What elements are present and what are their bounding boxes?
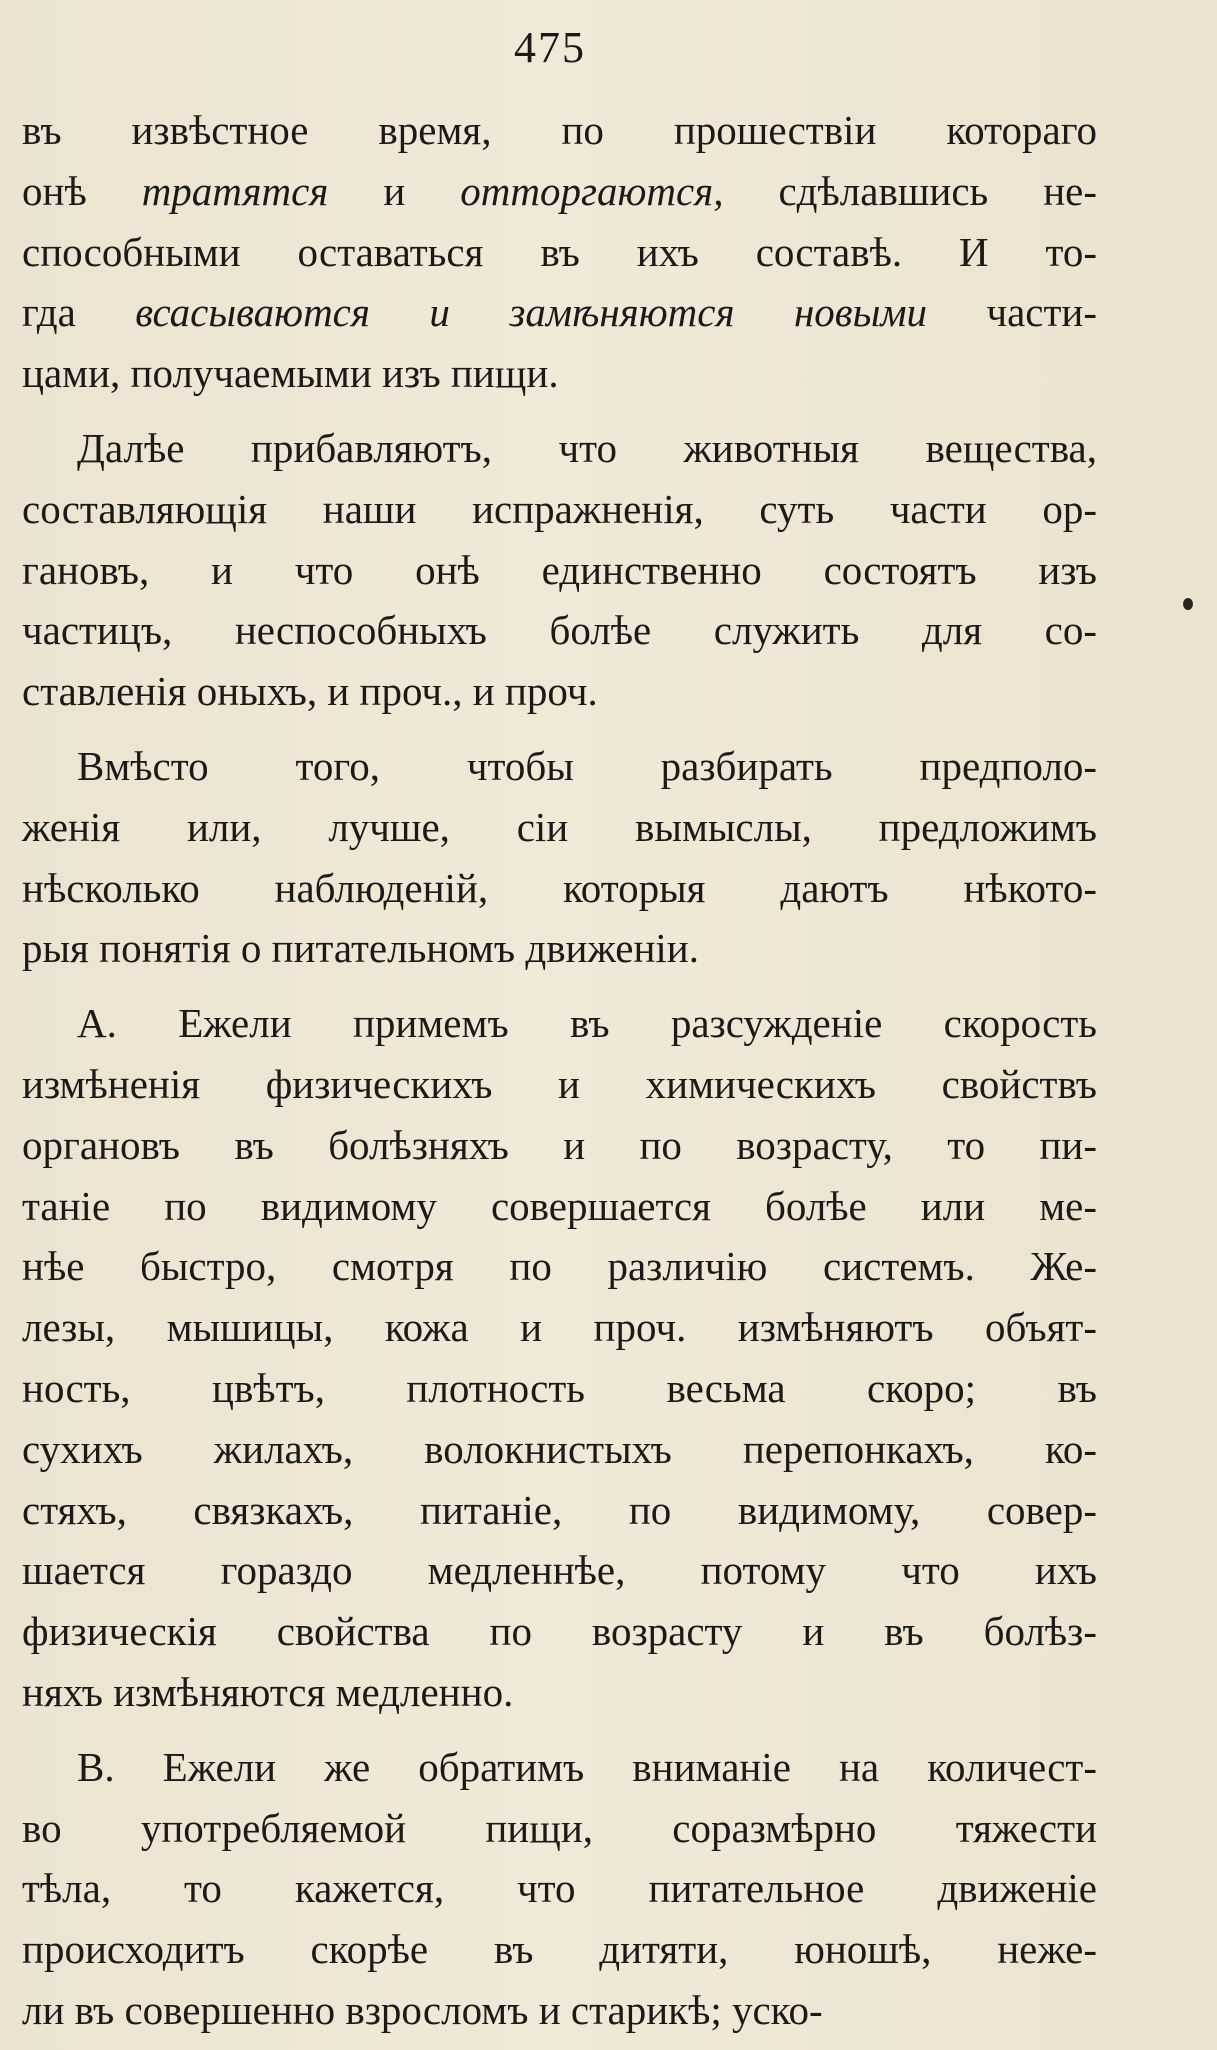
text-line (22, 1919, 1097, 1980)
paragraph (22, 993, 1097, 1723)
text-line (22, 1737, 1097, 1798)
text-run: способными оставаться въ ихъ составѣ. И то- (22, 228, 1097, 275)
text-run: тѣла, то кажется, что питательное движеніе (22, 1865, 1097, 1912)
text-run: въ извѣстное время, по прошествіи котораго (22, 107, 1097, 153)
text-line (22, 1540, 1097, 1601)
text-line (22, 661, 1097, 722)
text-line (22, 1176, 1097, 1237)
text-line (22, 540, 1097, 601)
text-line (22, 222, 1097, 283)
text-line (22, 479, 1097, 540)
text-line (22, 993, 1097, 1054)
text-run: А. Ежели примемъ въ разсужденіе скорость (77, 1000, 1097, 1047)
text-line (22, 918, 1097, 979)
text-run: части- (927, 289, 1097, 336)
text-run: измѣненія физическихъ и химическихъ свойствъ (22, 1060, 1097, 1107)
paragraph (22, 418, 1097, 722)
text-line (22, 343, 1097, 404)
text-run: стяхъ, связкахъ, питаніе, по видимому, совер- (22, 1486, 1097, 1533)
text-line (22, 1480, 1097, 1541)
text-run: женія или, лучше, сіи вымыслы, предложимъ (22, 803, 1097, 850)
text-run: ли въ совершенно взросломъ и старикѣ; уско- (22, 1986, 823, 2033)
text-line (22, 1236, 1097, 1297)
paragraph (22, 100, 1097, 404)
body-text (22, 100, 1097, 2041)
text-run: В. Ежели же обратимъ вниманіе на количест- (77, 1743, 1097, 1790)
text-line (22, 858, 1097, 919)
text-run: органовъ въ болѣзняхъ и по возрасту, то пи- (22, 1121, 1097, 1168)
text-line (22, 1798, 1097, 1859)
italic-text: тратятся (141, 167, 329, 214)
text-run: и (328, 167, 461, 214)
text-line (22, 600, 1097, 661)
text-line (22, 1419, 1097, 1480)
text-run: во употребляемой пищи, соразмѣрно тяжести (22, 1804, 1097, 1851)
text-line (22, 797, 1097, 858)
text-line (22, 1858, 1097, 1919)
text-line (22, 1297, 1097, 1358)
text-line (22, 282, 1097, 343)
italic-text: отторгаются, (460, 167, 724, 214)
text-run: лезы, мышицы, кожа и проч. измѣняютъ объят- (22, 1304, 1097, 1351)
text-line (22, 736, 1097, 797)
paragraph (22, 736, 1097, 979)
text-line (22, 1601, 1097, 1662)
text-line (22, 1980, 1097, 2041)
text-line (22, 1115, 1097, 1176)
text-run: составляющія наши испражненія, суть части ор- (22, 485, 1097, 532)
text-line (22, 1054, 1097, 1115)
text-run: цами, получаемыми изъ пищи. (22, 350, 559, 397)
text-run: шается гораздо медленнѣе, потому что ихъ (22, 1547, 1097, 1594)
text-line (22, 1662, 1097, 1723)
text-run: няхъ измѣняются медленно. (22, 1668, 514, 1715)
text-line (22, 418, 1097, 479)
text-run: происходитъ скорѣе въ дитяти, юношѣ, нeже- (22, 1926, 1097, 1973)
text-line (22, 1358, 1097, 1419)
text-run: ставленія оныхъ, и проч., и проч. (22, 668, 598, 715)
text-run: Вмѣсто того, чтобы разбирать предполо- (77, 742, 1097, 789)
text-run: рыя понятія о питательномъ движеніи. (22, 925, 700, 972)
text-run: сухихъ жилахъ, волокнистыхъ перепонкахъ, ко- (22, 1425, 1097, 1472)
text-run: гда (22, 289, 136, 336)
text-run: сдѣлавшись не- (723, 167, 1097, 214)
text-run: нѣсколько наблюденій, которыя даютъ нѣкото- (22, 864, 1097, 911)
text-run: онѣ (22, 167, 142, 214)
text-run: физическія свойства по возрасту и въ болѣз- (22, 1608, 1097, 1655)
text-run: нѣе быстро, смотря по различію системъ. Же- (22, 1243, 1097, 1290)
text-line (22, 100, 1097, 161)
text-run: частицъ, неспособныхъ болѣе служить для со- (22, 607, 1097, 654)
text-run: гановъ, и что онѣ единственно состоятъ изъ (22, 546, 1097, 593)
paragraph (22, 1737, 1097, 2041)
text-run: ность, цвѣтъ, плотность весьма скоро; въ (22, 1364, 1097, 1411)
italic-text: всасываются и замѣняются новыми (135, 289, 928, 336)
page-number: 475 (514, 23, 586, 72)
text-run: таніе по видимому совершается болѣе или ме- (22, 1182, 1097, 1229)
ink-spot (1183, 598, 1193, 610)
text-line (22, 161, 1097, 222)
text-run: Далѣе прибавляютъ, что животныя вещества, (77, 424, 1097, 471)
